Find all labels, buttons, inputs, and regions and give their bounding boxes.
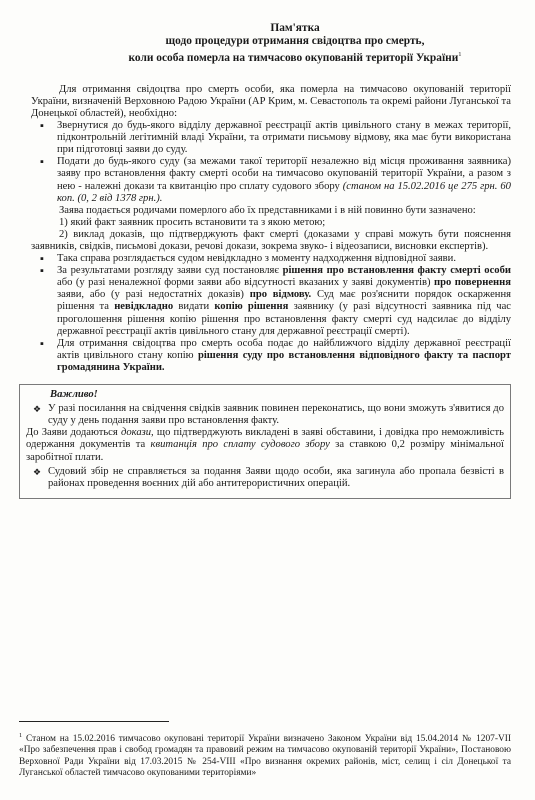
court-item-2-g: Суд має роз'яснити порядок оскарження рішення та (57, 289, 511, 313)
footnote-text: Станом на 15.02.2016 тимчасово окуповані території України визначено Законом України від 15.04.2014 № 1207-VII «Про забезпечення прав і свобод громадян та правовий режим на тимчасово окупованій території України», Постановою Верховної Ради України від 17.03.2015 № 254-VIII «Про визнання окремих районів, міст, селищ і сіл Донецької та Луганської областей тимчасово окупованими територіями» (19, 734, 511, 779)
attachments-e: за ставкою 0,2 розміру мінімальної заробітної плати. (26, 439, 504, 463)
court-item-2-e: заяви, або (у разі недостатніх доказів) (57, 289, 244, 301)
decision-refusal: про відмову. (249, 289, 312, 301)
court-item-2-k: заявнику (у разі відсутності заявника під час проголошення рішення копію рішення про встановлення факту смерті суд надсилає до відділу державної реєстрації актів цивільного стану для державної реєстрації смерті). (57, 301, 511, 337)
passport-document: паспорт громадянина України. (57, 349, 511, 373)
document-title (79, 22, 511, 65)
title-line-2 (79, 35, 511, 48)
title-line-3 (79, 48, 511, 65)
court-fee-note: (станом на 15.02.2016 це 275 грн. 60 коп. (0, 2 від 1378 грн.). (57, 180, 511, 204)
step-2-text: Подати до будь-якого суду (за межами такої території незалежно від місця проживання заявника) заяву про встановлення факту смерті особи на тимчасово окупованій території України, а разом з нею - належні докази та квитанцію про сплату судового збору (57, 156, 511, 192)
important-bullet-1-text: У разі посилання на свідчення свідків заявник повинен переконатись, що вони зможуть з'явитися до суду у день подання заяви про встановлення факту. (48, 403, 504, 427)
immediately-text: невідкладно (114, 301, 174, 313)
intro-paragraph: Для отримання свідоцтва про смерть особи, яка померла на тимчасово окупованій території України, визначеній Верховною Радою України (АР Крим, м. Севастополь та окремі райони Луганської та Донецької областей), необхідно: (31, 83, 511, 119)
footnote-separator (19, 721, 169, 722)
important-bullet-fee-exemption (48, 466, 504, 490)
court-list (19, 253, 511, 374)
title-line-1-text: Пам'ятка (270, 22, 320, 34)
decision-establish-fact: рішення про встановлення факту смерті особи (282, 265, 511, 277)
footnote (19, 730, 511, 779)
court-item-3-a: Для отримання свідоцтва про смерть особа подає до найближчого відділу державної реєстрації актів цивільного стану копію (57, 337, 511, 361)
important-bullet-2-text: Судовий збір не справляється за подання Заяви щодо особи, яка загинула або пропала безвісті в районах проведення воєнних дій або антитерористичних операцій. (48, 465, 504, 489)
decision-return: про повернення (434, 277, 511, 289)
application-item-1: 1) який факт заявник просить встановити та з якою метою; (59, 216, 326, 228)
court-item-3-and: та (457, 349, 469, 361)
court-item-3 (57, 338, 511, 374)
attachments-a: До Заяви додаються (26, 427, 118, 439)
court-item-2-a: За результатами розгляду заяви суд постановляє (57, 265, 279, 277)
title-line-1 (79, 22, 511, 35)
important-bullet-witnesses (48, 403, 504, 427)
title-line-2-text: щодо процедури отримання свідоцтва про смерть, (165, 35, 425, 47)
court-item-2-c: або (у разі неналежної форми заяви або відсутності вказаних у заяві документів) (57, 277, 431, 289)
application-item-2: 2) виклад доказів, що підтверджують факт смерті (доказами у справі можуть бути пояснення заявників, свідків, письмові докази, речові докази, зокрема звуко- і відеозаписи, висновки експертів). (31, 228, 511, 253)
court-item-1-text: Така справа розглядається судом невідкладно з моменту надходження відповідної заяви. (57, 253, 456, 265)
step-court (57, 156, 511, 204)
important-box (19, 384, 511, 499)
important-heading: Важливо! (50, 389, 98, 401)
application-paragraph: Заява подається родичами померлого або їх представниками і в ній повинно бути зазначено: (59, 204, 476, 216)
attachments-paragraph (26, 427, 504, 463)
attachments-c: що підтверджують викладені в заяві обставини, і довідка про неможливість одержання документів та (26, 427, 504, 451)
footnote-mark: 1 (19, 732, 23, 739)
attachments-evidence: докази, (120, 427, 154, 439)
court-item-2-i: видати (178, 301, 210, 313)
step-1-text: Звернутися до будь-якого відділу державної реєстрації актів цивільного стану в межах території, підконтрольній легітимній владі України, та отримати письмову відмову, яка має бути використана при підготовці заяви до суду. (57, 120, 511, 156)
decision-copy: копію рішення (214, 301, 289, 313)
title-footnote-mark[interactable]: 1 (458, 51, 462, 58)
court-item-2 (57, 265, 511, 338)
step-registry-office (57, 120, 511, 156)
title-line-3-text: коли особа померла на тимчасово окупованій території України (128, 51, 459, 64)
steps-list (19, 120, 511, 205)
attachments-receipt: квитанція про сплату судового збору (150, 439, 330, 451)
court-decision-document: рішення суду про встановлення відповідного факту (197, 349, 454, 361)
court-item-1 (57, 253, 511, 265)
important-list-1 (26, 403, 504, 427)
important-list-2 (26, 466, 504, 490)
